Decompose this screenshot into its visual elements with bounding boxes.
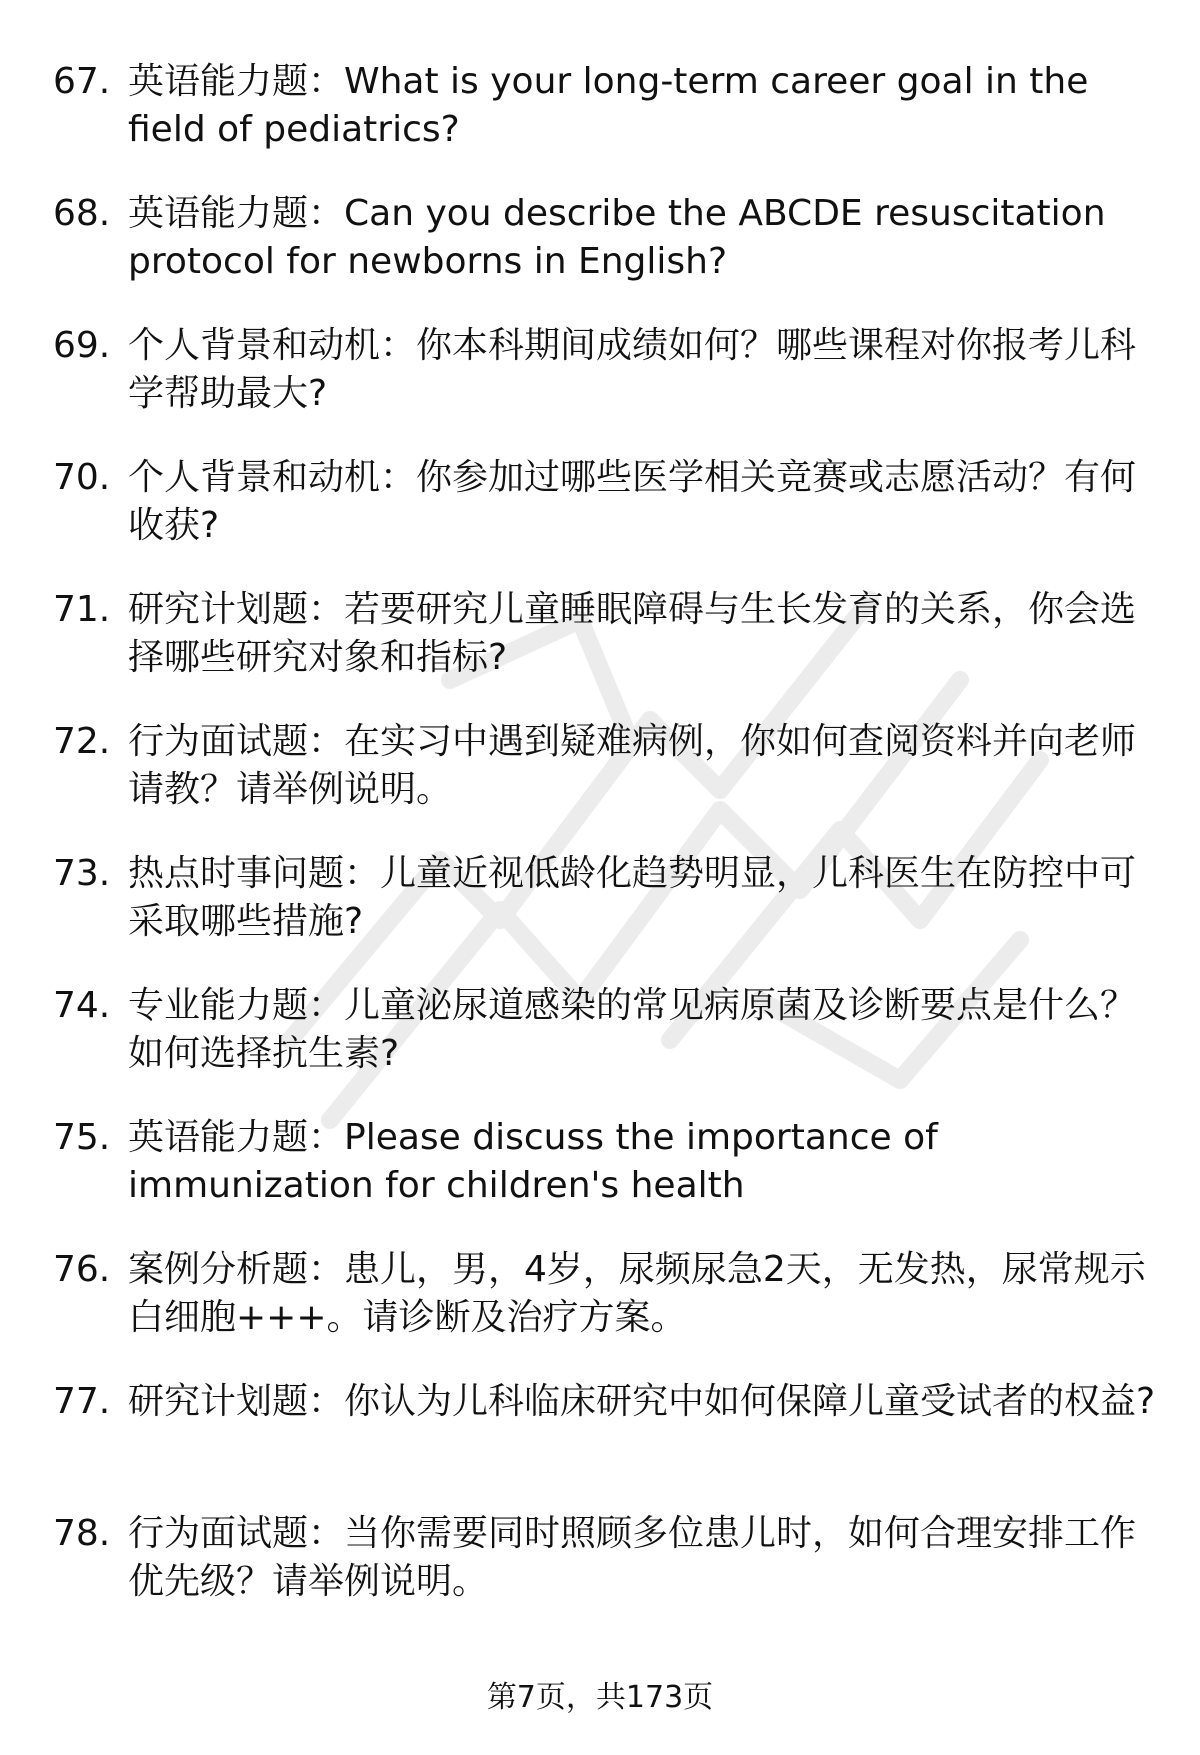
question-item (0, 308, 1200, 440)
question-text: 英语能力题：Please discuss the importance of immunization for children's health (128, 1117, 938, 1206)
question-number: 70. (53, 457, 111, 498)
question-text: 案例分析题：患儿，男，4岁，尿频尿急2天，无发热，尿常规示白细胞+++。请诊断及治疗方案。 (128, 1249, 1146, 1338)
question-item (0, 440, 1200, 572)
question-item (0, 176, 1200, 308)
question-number: 69. (53, 325, 111, 366)
question-text: 专业能力题：儿童泌尿道感染的常见病原菌及诊断要点是什么？如何选择抗生素? (128, 985, 1137, 1074)
question-number: 77. (53, 1381, 111, 1422)
question-item (0, 1364, 1200, 1496)
question-number: 78. (53, 1513, 111, 1554)
question-text: 热点时事问题：儿童近视低龄化趋势明显，儿科医生在防控中可采取哪些措施? (128, 853, 1137, 942)
question-text: 英语能力题：Can you describe the ABCDE resuscitation protocol for newborns in English? (128, 193, 1106, 282)
question-item (0, 1232, 1200, 1364)
question-item (0, 836, 1200, 968)
question-item (0, 968, 1200, 1100)
question-item (0, 1496, 1200, 1628)
question-item (0, 44, 1200, 176)
question-text: 个人背景和动机：你参加过哪些医学相关竞赛或志愿活动？有何收获? (128, 457, 1137, 546)
question-number: 72. (53, 721, 111, 762)
question-number: 75. (53, 1117, 111, 1158)
question-number: 73. (53, 853, 111, 894)
question-text: 个人背景和动机：你本科期间成绩如何？哪些课程对你报考儿科学帮助最大? (128, 325, 1137, 414)
page-footer: 第7页，共173页 (486, 1680, 714, 1715)
question-number: 68. (53, 193, 111, 234)
question-text: 研究计划题：你认为儿科临床研究中如何保障儿童受试者的权益? (128, 1381, 1156, 1422)
question-number: 71. (53, 589, 111, 630)
question-text: 英语能力题：What is your long-term career goal in the field of pediatrics? (128, 61, 1089, 150)
question-number: 76. (53, 1249, 111, 1290)
question-text: 研究计划题：若要研究儿童睡眠障碍与生长发育的关系，你会选择哪些研究对象和指标? (128, 589, 1137, 678)
question-item (0, 1100, 1200, 1232)
question-number: 74. (53, 985, 111, 1026)
question-item (0, 572, 1200, 704)
question-number: 67. (53, 61, 111, 102)
question-list (0, 44, 1200, 1628)
question-item (0, 704, 1200, 836)
question-text: 行为面试题：当你需要同时照顾多位患儿时，如何合理安排工作优先级？请举例说明。 (128, 1513, 1137, 1602)
question-text: 行为面试题：在实习中遇到疑难病例，你如何查阅资料并向老师请教？请举例说明。 (128, 721, 1137, 810)
